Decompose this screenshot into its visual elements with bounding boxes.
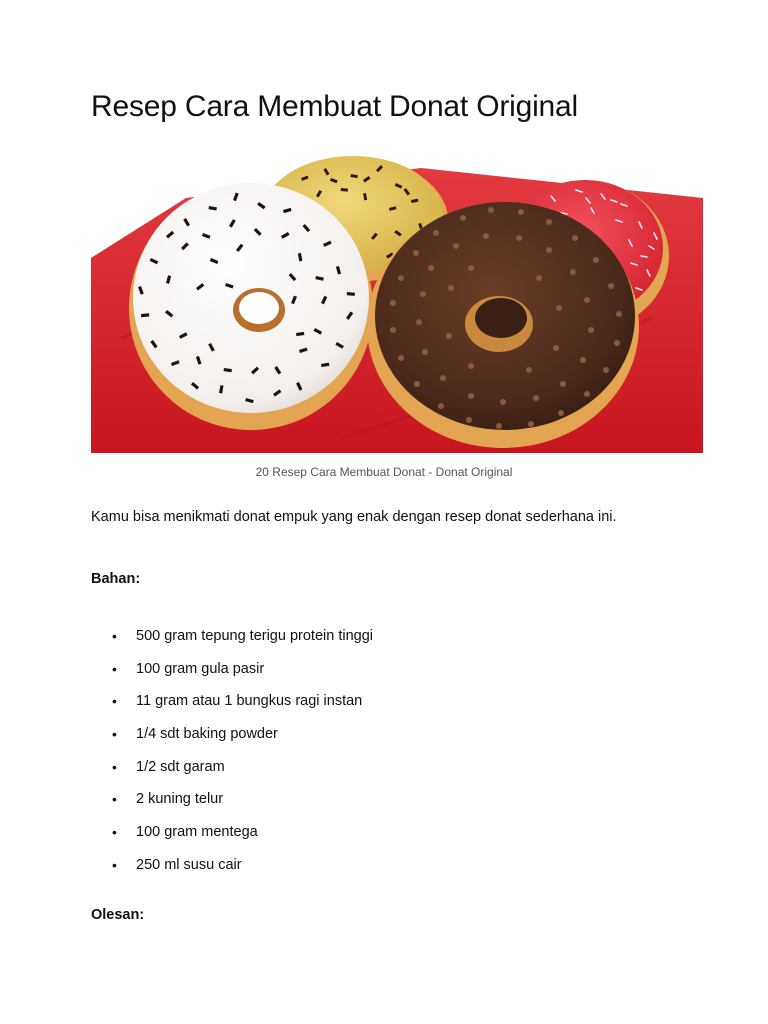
list-item — [91, 693, 373, 726]
ingredient-text: 500 gram tepung terigu protein tinggi — [136, 628, 373, 644]
ingredient-list — [91, 628, 373, 890]
list-item — [91, 791, 373, 824]
list-item — [91, 824, 373, 857]
list-item — [91, 628, 373, 661]
bullet-icon: • — [112, 726, 117, 743]
page-title: Resep Cara Membuat Donat Original — [91, 90, 578, 123]
ingredient-text: 2 kuning telur — [136, 791, 224, 808]
ingredient-text: 100 gram gula pasir — [136, 660, 265, 677]
bullet-icon: • — [112, 824, 117, 841]
chocolate-donut — [367, 202, 639, 448]
bullet-icon: • — [112, 758, 117, 775]
ingredient-text: 11 gram atau 1 bungkus ragi instan — [136, 693, 363, 710]
list-item — [91, 726, 373, 759]
bullet-icon: • — [112, 693, 117, 710]
section-heading-olesan: Olesan: — [91, 907, 145, 923]
ingredient-text: 1/2 sdt garam — [136, 758, 225, 775]
white-donut — [129, 183, 373, 430]
bullet-icon: • — [112, 628, 117, 644]
list-item — [91, 857, 373, 890]
ingredient-text: 1/4 sdt baking powder — [136, 726, 278, 743]
ingredient-text: 100 gram mentega — [136, 824, 258, 841]
bullet-icon: • — [112, 791, 117, 808]
donut-photo — [91, 138, 703, 453]
donut-illustration — [91, 138, 703, 453]
list-item — [91, 661, 373, 694]
section-heading-bahan: Bahan: — [91, 571, 141, 587]
ingredient-text: 250 ml susu cair — [136, 856, 242, 873]
bullet-icon: • — [112, 660, 117, 677]
bullet-icon: • — [112, 856, 117, 873]
intro-paragraph: Kamu bisa menikmati donat empuk yang enak dengan resep donat sederhana ini. — [91, 509, 617, 525]
figure-caption: 20 Resep Cara Membuat Donat - Donat Original — [255, 465, 513, 479]
list-item — [91, 759, 373, 792]
